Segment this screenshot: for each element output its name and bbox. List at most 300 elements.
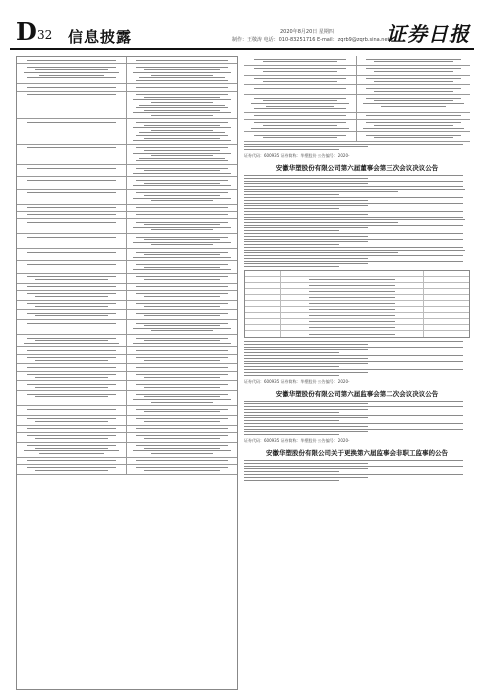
table-cell-original xyxy=(244,85,357,94)
table-cell xyxy=(424,295,469,300)
text-line xyxy=(151,75,213,76)
text-line xyxy=(27,445,116,446)
table-row xyxy=(244,113,470,120)
table-cell-revised xyxy=(357,132,470,141)
text-line xyxy=(35,296,107,297)
text-line xyxy=(309,297,394,298)
table-cell-revised xyxy=(127,355,237,364)
table-row xyxy=(17,310,237,320)
text-line xyxy=(151,130,213,131)
text-line xyxy=(35,69,107,70)
text-line xyxy=(27,147,116,148)
text-line xyxy=(133,72,231,73)
text-line xyxy=(366,68,460,69)
table-row xyxy=(244,120,470,132)
table-cell xyxy=(424,331,469,337)
text-line xyxy=(139,132,224,133)
text-line xyxy=(27,394,116,395)
text-line xyxy=(27,303,116,304)
text-line xyxy=(27,357,116,358)
table-cell-original xyxy=(17,301,127,310)
table-cell-revised xyxy=(127,190,237,204)
table-row xyxy=(17,234,237,249)
text-line xyxy=(144,438,221,439)
text-line xyxy=(144,315,221,316)
table-cell xyxy=(281,295,424,300)
text-line xyxy=(27,367,116,368)
table-cell-revised xyxy=(357,120,470,131)
text-line xyxy=(27,323,116,324)
table-cell-original xyxy=(17,177,127,188)
table-row xyxy=(17,145,237,165)
text-line xyxy=(35,396,107,397)
text-line xyxy=(244,352,339,353)
paragraph xyxy=(244,244,470,245)
text-line xyxy=(136,276,228,277)
text-line xyxy=(244,236,368,237)
text-line xyxy=(27,286,116,287)
table-row xyxy=(17,433,237,443)
paragraph xyxy=(244,261,470,265)
text-line xyxy=(35,421,107,422)
text-line xyxy=(27,264,116,265)
text-line xyxy=(244,191,398,192)
text-line xyxy=(309,334,394,335)
table-cell xyxy=(424,319,469,324)
table-cell-original xyxy=(17,284,127,290)
table-cell-revised xyxy=(127,291,237,300)
text-line xyxy=(244,420,339,421)
text-line xyxy=(244,261,463,262)
table-cell-revised xyxy=(127,57,237,63)
text-line xyxy=(144,224,221,225)
text-line xyxy=(136,207,228,208)
notice-1-body xyxy=(244,175,470,267)
text-line xyxy=(136,80,228,81)
table-cell xyxy=(424,283,469,288)
text-line xyxy=(244,255,463,256)
text-line xyxy=(151,155,213,156)
table-row xyxy=(17,274,237,284)
text-line xyxy=(244,375,339,376)
paragraph xyxy=(244,434,470,435)
text-line xyxy=(144,325,221,326)
text-line xyxy=(144,448,221,449)
text-line xyxy=(244,211,463,212)
text-line xyxy=(27,350,116,351)
text-line xyxy=(244,144,463,145)
text-line xyxy=(133,257,231,258)
table-cell-original xyxy=(17,57,127,63)
text-line xyxy=(244,149,339,150)
table-row xyxy=(17,381,237,391)
table-cell-original xyxy=(17,190,127,204)
table-cell-original xyxy=(17,212,127,218)
table-cell xyxy=(424,301,469,306)
table-cell-revised xyxy=(127,261,237,272)
text-line xyxy=(244,355,463,356)
notice-2-body xyxy=(244,401,470,436)
paragraph xyxy=(244,194,470,195)
table-cell-revised xyxy=(127,310,237,319)
table-cell-revised xyxy=(357,66,470,75)
text-line xyxy=(151,453,213,454)
text-line xyxy=(27,374,116,375)
paragraph xyxy=(244,352,470,353)
paragraph xyxy=(244,341,470,345)
table-cell-revised xyxy=(127,443,237,457)
paragraph xyxy=(244,361,470,365)
table-row xyxy=(245,331,469,337)
table-row xyxy=(17,249,237,261)
text-line xyxy=(366,78,460,79)
text-line xyxy=(144,97,221,98)
text-line xyxy=(133,173,231,174)
text-line xyxy=(27,67,116,68)
issue-date: 2020年8月20日 星期四 xyxy=(280,29,334,35)
table-cell-revised xyxy=(127,145,237,164)
text-line xyxy=(136,180,228,181)
text-line xyxy=(144,267,221,268)
comparison-table xyxy=(16,56,238,690)
table-cell-revised xyxy=(127,219,237,233)
table-cell-revised xyxy=(127,433,237,442)
text-line xyxy=(136,122,228,123)
text-line xyxy=(136,445,228,446)
table-cell-original xyxy=(17,64,127,83)
table-cell-revised xyxy=(127,249,237,260)
table-cell-revised xyxy=(127,205,237,211)
text-line xyxy=(244,347,463,348)
text-line xyxy=(27,460,116,461)
text-line xyxy=(35,360,107,361)
table-row xyxy=(17,261,237,273)
text-line xyxy=(244,189,465,190)
text-line xyxy=(244,477,368,478)
text-line xyxy=(251,103,349,104)
paragraph xyxy=(244,466,470,470)
table-cell-revised xyxy=(127,301,237,310)
table-row xyxy=(17,372,237,382)
table-row xyxy=(17,119,237,144)
table-cell-original xyxy=(17,458,127,464)
paragraph xyxy=(244,480,470,481)
paragraph xyxy=(244,415,470,419)
text-line xyxy=(244,460,463,461)
text-line xyxy=(151,200,213,201)
table-cell-original xyxy=(17,381,127,390)
text-line xyxy=(144,377,221,378)
text-line xyxy=(244,208,339,209)
table-cell-original xyxy=(17,84,127,90)
text-line xyxy=(244,403,368,404)
table-cell-revised xyxy=(357,85,470,94)
text-line xyxy=(144,306,221,307)
table-cell xyxy=(281,283,424,288)
table-cell-original xyxy=(17,416,127,425)
text-line xyxy=(244,417,368,418)
paragraph xyxy=(244,225,470,229)
table-cell-original xyxy=(17,406,127,415)
masthead xyxy=(10,14,474,48)
text-line xyxy=(244,344,368,345)
newspaper-logo: 证券日报 xyxy=(386,22,470,46)
paragraph xyxy=(244,203,470,207)
table-cell-original xyxy=(17,310,127,319)
table-cell xyxy=(245,307,281,312)
text-line xyxy=(244,225,463,226)
text-line xyxy=(244,178,368,179)
text-line xyxy=(244,203,463,204)
text-line xyxy=(244,247,463,248)
text-line xyxy=(136,303,228,304)
table-cell-revised xyxy=(127,284,237,290)
table-row xyxy=(17,84,237,91)
text-line xyxy=(39,75,105,76)
notice-3-body xyxy=(244,460,470,481)
notice-1-code-line: 证券代码：600935 证券简称：华塑股份 公告编号：2020- xyxy=(244,153,350,159)
text-line xyxy=(136,338,228,339)
table-cell-revised xyxy=(127,406,237,415)
text-line xyxy=(133,153,231,154)
text-line xyxy=(136,107,228,108)
text-line xyxy=(136,135,228,136)
table-cell-revised xyxy=(127,177,237,188)
text-line xyxy=(27,467,116,468)
text-line xyxy=(244,366,339,367)
paragraph xyxy=(244,233,470,237)
text-line xyxy=(136,435,228,436)
paragraph xyxy=(244,211,470,215)
text-line xyxy=(263,100,337,101)
text-line xyxy=(136,367,228,368)
text-line xyxy=(136,60,228,61)
text-line xyxy=(244,230,339,231)
table-cell-revised xyxy=(127,320,237,334)
text-line xyxy=(24,450,119,451)
text-line xyxy=(27,313,116,314)
table-cell-original xyxy=(244,66,357,75)
text-line xyxy=(151,244,213,245)
table-cell-revised xyxy=(357,76,470,85)
table-row xyxy=(17,391,237,406)
notice-1-body-continued xyxy=(244,341,470,376)
table-cell xyxy=(281,277,424,282)
text-line xyxy=(144,138,221,139)
text-line xyxy=(136,222,228,223)
paragraph xyxy=(244,208,470,209)
text-line xyxy=(244,197,463,198)
table-cell-original xyxy=(244,56,357,65)
text-line xyxy=(244,431,368,432)
text-line xyxy=(144,150,221,151)
table-cell-revised xyxy=(127,347,237,353)
text-line xyxy=(244,244,339,245)
text-line xyxy=(309,303,394,304)
table-cell-revised xyxy=(127,416,237,425)
text-line xyxy=(35,279,107,280)
text-line xyxy=(27,207,116,208)
text-line xyxy=(244,219,465,220)
paragraph xyxy=(244,355,470,359)
table-cell-original xyxy=(17,92,127,119)
text-line xyxy=(263,137,337,138)
table-cell xyxy=(424,277,469,282)
text-line xyxy=(133,198,231,199)
text-line xyxy=(244,463,368,464)
text-line xyxy=(27,122,116,123)
table-row xyxy=(17,426,237,433)
table-row xyxy=(17,165,237,177)
table-row xyxy=(17,320,237,335)
text-line xyxy=(27,214,116,215)
text-line xyxy=(27,384,116,385)
text-line xyxy=(136,357,228,358)
text-line xyxy=(244,363,368,364)
table-cell-revised xyxy=(127,335,237,346)
paragraph xyxy=(244,375,470,376)
notice-3-code-line: 证券代码：600935 证券简称：华塑股份 公告编号：2020- xyxy=(244,438,350,444)
text-line xyxy=(136,428,228,429)
table-cell xyxy=(424,313,469,318)
paragraph xyxy=(244,406,470,410)
text-line xyxy=(244,194,339,195)
text-line xyxy=(27,222,116,223)
text-line xyxy=(374,137,453,138)
table-cell-original xyxy=(17,364,127,370)
text-line xyxy=(366,59,460,60)
text-line xyxy=(136,168,228,169)
table-cell xyxy=(281,313,424,318)
page-number: 32 xyxy=(37,28,53,42)
table-row xyxy=(17,465,237,475)
paragraph xyxy=(244,230,470,231)
text-line xyxy=(139,158,224,159)
table-row xyxy=(17,92,237,120)
table-cell-original xyxy=(244,113,357,119)
text-line xyxy=(144,254,221,255)
text-line xyxy=(374,61,453,62)
text-line xyxy=(244,409,368,410)
text-line xyxy=(133,112,231,113)
table-cell xyxy=(424,271,469,276)
text-line xyxy=(309,279,394,280)
table-row xyxy=(244,66,470,76)
text-line xyxy=(27,276,116,277)
notice-3-title: 安徽华塑股份有限公司关于更换第六届监事会非职工监事的公告 xyxy=(266,449,448,458)
text-line xyxy=(136,87,228,88)
table-row xyxy=(17,291,237,301)
table-cell xyxy=(245,289,281,294)
table-row xyxy=(17,190,237,205)
text-line xyxy=(136,293,228,294)
table-row xyxy=(244,56,470,66)
table-cell xyxy=(281,319,424,324)
text-line xyxy=(136,94,228,95)
text-line xyxy=(136,394,228,395)
paragraph xyxy=(244,175,470,179)
text-line xyxy=(27,180,116,181)
table-cell-original xyxy=(17,291,127,300)
table-cell-original xyxy=(17,119,127,143)
text-line xyxy=(263,61,337,62)
notice-2-code-line: 证券代码：600935 证券简称：华塑股份 公告编号：2020- xyxy=(244,378,350,384)
paragraph xyxy=(244,247,470,253)
text-line xyxy=(133,185,231,186)
table-cell xyxy=(424,325,469,330)
paragraph xyxy=(244,366,470,367)
table-row xyxy=(244,76,470,86)
text-line xyxy=(254,135,345,136)
text-line xyxy=(144,296,221,297)
text-line xyxy=(35,448,107,449)
paragraph xyxy=(244,255,470,259)
table-row xyxy=(17,284,237,291)
text-line xyxy=(244,406,463,407)
table-row xyxy=(17,355,237,365)
text-line xyxy=(244,200,368,201)
table-cell-original xyxy=(244,76,357,85)
text-line xyxy=(35,377,107,378)
text-line xyxy=(27,428,116,429)
text-line xyxy=(144,239,221,240)
text-line xyxy=(27,237,116,238)
table-cell-original xyxy=(17,347,127,353)
paragraph xyxy=(244,474,470,478)
text-line xyxy=(244,263,368,264)
notice-1-title: 安徽华塑股份有限公司第六届董事会第三次会议决议公告 xyxy=(275,164,439,173)
table-row xyxy=(17,301,237,311)
table-row xyxy=(17,64,237,84)
text-line xyxy=(27,94,116,95)
text-line xyxy=(263,125,337,126)
text-line xyxy=(254,68,345,69)
text-line xyxy=(244,183,368,184)
table-cell-revised xyxy=(127,381,237,390)
text-line xyxy=(254,78,345,79)
text-line xyxy=(244,222,398,223)
text-line xyxy=(309,285,394,286)
text-line xyxy=(144,340,221,341)
table-cell xyxy=(281,289,424,294)
table-row xyxy=(17,57,237,64)
text-line xyxy=(35,438,107,439)
table-row xyxy=(17,335,237,347)
section-title: 信息披露 xyxy=(68,28,133,46)
announcement-column xyxy=(244,56,470,690)
text-line xyxy=(133,99,231,100)
text-line xyxy=(136,160,228,161)
table-cell-original xyxy=(17,372,127,381)
table-cell-revised xyxy=(127,391,237,405)
text-line xyxy=(133,140,231,141)
director-candidate-table xyxy=(244,270,470,338)
table-cell-revised xyxy=(127,212,237,218)
table-row xyxy=(244,132,470,142)
comparison-table-continued xyxy=(244,56,470,142)
text-line xyxy=(133,399,231,400)
table-cell-revised xyxy=(127,274,237,283)
table-cell-original xyxy=(17,249,127,260)
table-cell xyxy=(245,331,281,337)
text-line xyxy=(244,466,463,467)
paragraph xyxy=(244,186,470,192)
text-line xyxy=(263,81,337,82)
text-line xyxy=(133,328,231,329)
table-cell-original xyxy=(17,261,127,272)
notice-preamble xyxy=(244,144,470,151)
table-cell xyxy=(245,283,281,288)
